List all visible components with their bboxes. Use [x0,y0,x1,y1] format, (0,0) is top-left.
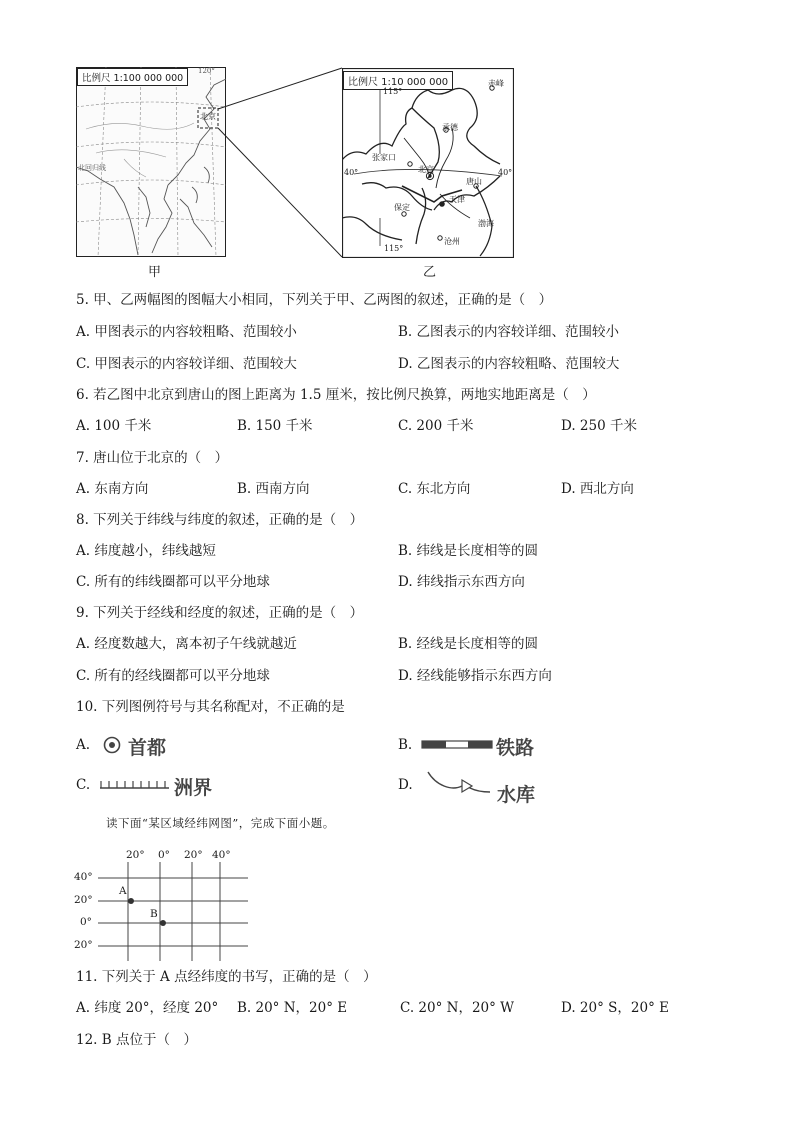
map-yi-lat-left: 40° [344,168,359,177]
map-yi-drawing [342,68,514,258]
map-yi-lon-bottom: 115° [384,244,404,253]
reservoir-symbol-icon [424,768,496,800]
q10-option-c[interactable]: C. [76,777,91,793]
q8-option-b[interactable]: B. 纬线是长度相等的圆 [398,543,539,559]
point-b-dot [160,920,166,926]
grid-left-label-2: 20° [74,894,93,906]
map-yi-lat-right: 40° [498,168,513,177]
q11-option-d[interactable]: D. 20° S，20° E [561,1000,669,1016]
q7-option-c[interactable]: C. 东北方向 [398,481,471,497]
map-jia-beijing-label: 北京 [200,112,216,121]
map-yi-scale: 比例尺 1:10 000 000 [343,71,453,90]
q7-option-b[interactable]: B. 西南方向 [237,481,310,497]
question-7-stem: 7. 唐山位于北京的（ ） [76,450,229,466]
capital-symbol-icon [102,735,122,755]
q8-option-c[interactable]: C. 所有的纬线圈都可以平分地球 [76,574,270,590]
legend-railway-label: 铁路 [496,737,535,759]
map-jia-tropic-label: 北回归线 [78,164,106,172]
sea-bohai-label: 渤海 [478,219,494,228]
grid-left-label-4: 20° [74,939,93,951]
q9-option-d[interactable]: D. 经线能够指示东西方向 [398,668,552,684]
map-jia-scale: 比例尺 1:100 000 000 [77,68,188,86]
city-chifeng-label: 赤峰 [488,79,504,88]
map-yi-caption: 乙 [423,265,437,280]
q9-option-b[interactable]: B. 经线是长度相等的圆 [398,636,539,652]
grid-top-label-2: 0° [158,849,170,861]
point-a-label: A [119,885,127,897]
q7-option-d[interactable]: D. 西北方向 [561,481,634,497]
railway-symbol-icon [421,738,493,752]
q5-option-a[interactable]: A. 甲图表示的内容较粗略、范围较小 [76,324,297,340]
question-9-stem: 9. 下列关于经线和经度的叙述，正确的是（ ） [76,605,364,621]
q10-option-a[interactable]: A. [76,737,91,753]
q5-option-d[interactable]: D. 乙图表示的内容较粗略、范围较大 [398,356,620,372]
grid-left-label-1: 40° [74,871,93,883]
q5-option-c[interactable]: C. 甲图表示的内容较详细、范围较大 [76,356,297,372]
legend-reservoir-label: 水库 [497,784,536,806]
grid-top-label-3: 20° [184,849,203,861]
q6-option-b[interactable]: B. 150 千米 [237,418,313,434]
q10-option-d[interactable]: D. [398,777,413,793]
grid-top-label-4: 40° [212,849,231,861]
q9-option-a[interactable]: A. 经度数越大，离本初子午线就越近 [76,636,297,652]
city-tianjin-label: 天津 [449,195,465,204]
city-cangzhou-label: 沧州 [444,237,460,246]
q11-option-b[interactable]: B. 20° N，20° E [237,1000,348,1016]
map-jia-caption: 甲 [148,265,162,280]
question-10-stem: 10. 下列图例符号与其名称配对，不正确的是 [76,699,345,715]
q8-option-a[interactable]: A. 纬度越小，纬线越短 [76,543,216,559]
grid-top-label-1: 20° [126,849,145,861]
question-5-stem: 5. 甲、乙两幅图的图幅大小相同，下列关于甲、乙两图的叙述，正确的是（ ） [76,292,553,308]
question-8-stem: 8. 下列关于纬线与纬度的叙述，正确的是（ ） [76,512,364,528]
grid-intro-text: 读下面“某区域经纬网图”，完成下面小题。 [106,816,335,830]
q9-option-c[interactable]: C. 所有的经线圈都可以平分地球 [76,668,270,684]
q11-option-a[interactable]: A. 纬度 20°，经度 20° [76,1000,219,1016]
question-6-stem: 6. 若乙图中北京到唐山的图上距离为 1.5 厘米，按比例尺换算，两地实地距离是（ ） [76,387,596,403]
q7-option-a[interactable]: A. 东南方向 [76,481,149,497]
point-b-label: B [150,908,158,920]
q6-option-c[interactable]: C. 200 千米 [398,418,474,434]
question-12-stem: 12. B 点位于（ ） [76,1032,197,1048]
city-baoding-label: 保定 [394,203,410,212]
q6-option-a[interactable]: A. 100 千米 [76,418,152,434]
city-beijing-label: 北京 [418,165,434,174]
graticule-grid-lines [70,848,260,963]
q8-option-d[interactable]: D. 纬线指示东西方向 [398,574,525,590]
city-zhangjiakou-label: 张家口 [372,153,396,162]
graticule-diagram [70,848,260,963]
map-yi-lon-top: 115° [383,87,403,96]
map-jia-lon-label: 120° [198,67,215,75]
grid-left-label-3: 0° [80,916,92,928]
continent-boundary-symbol-icon [99,777,171,791]
q10-option-b[interactable]: B. [398,737,413,753]
legend-continent-boundary-label: 洲界 [174,777,213,799]
map-yi [342,68,514,258]
city-tangshan-label: 唐山 [466,177,482,186]
q5-option-b[interactable]: B. 乙图表示的内容较详细、范围较小 [398,324,620,340]
q11-option-c[interactable]: C. 20° N，20° W [400,1000,515,1016]
legend-capital-label: 首都 [128,737,167,759]
city-chengde-label: 承德 [442,123,458,132]
q6-option-d[interactable]: D. 250 千米 [561,418,637,434]
question-11-stem: 11. 下列关于 A 点经纬度的书写，正确的是（ ） [76,969,377,985]
point-a-dot [128,898,134,904]
